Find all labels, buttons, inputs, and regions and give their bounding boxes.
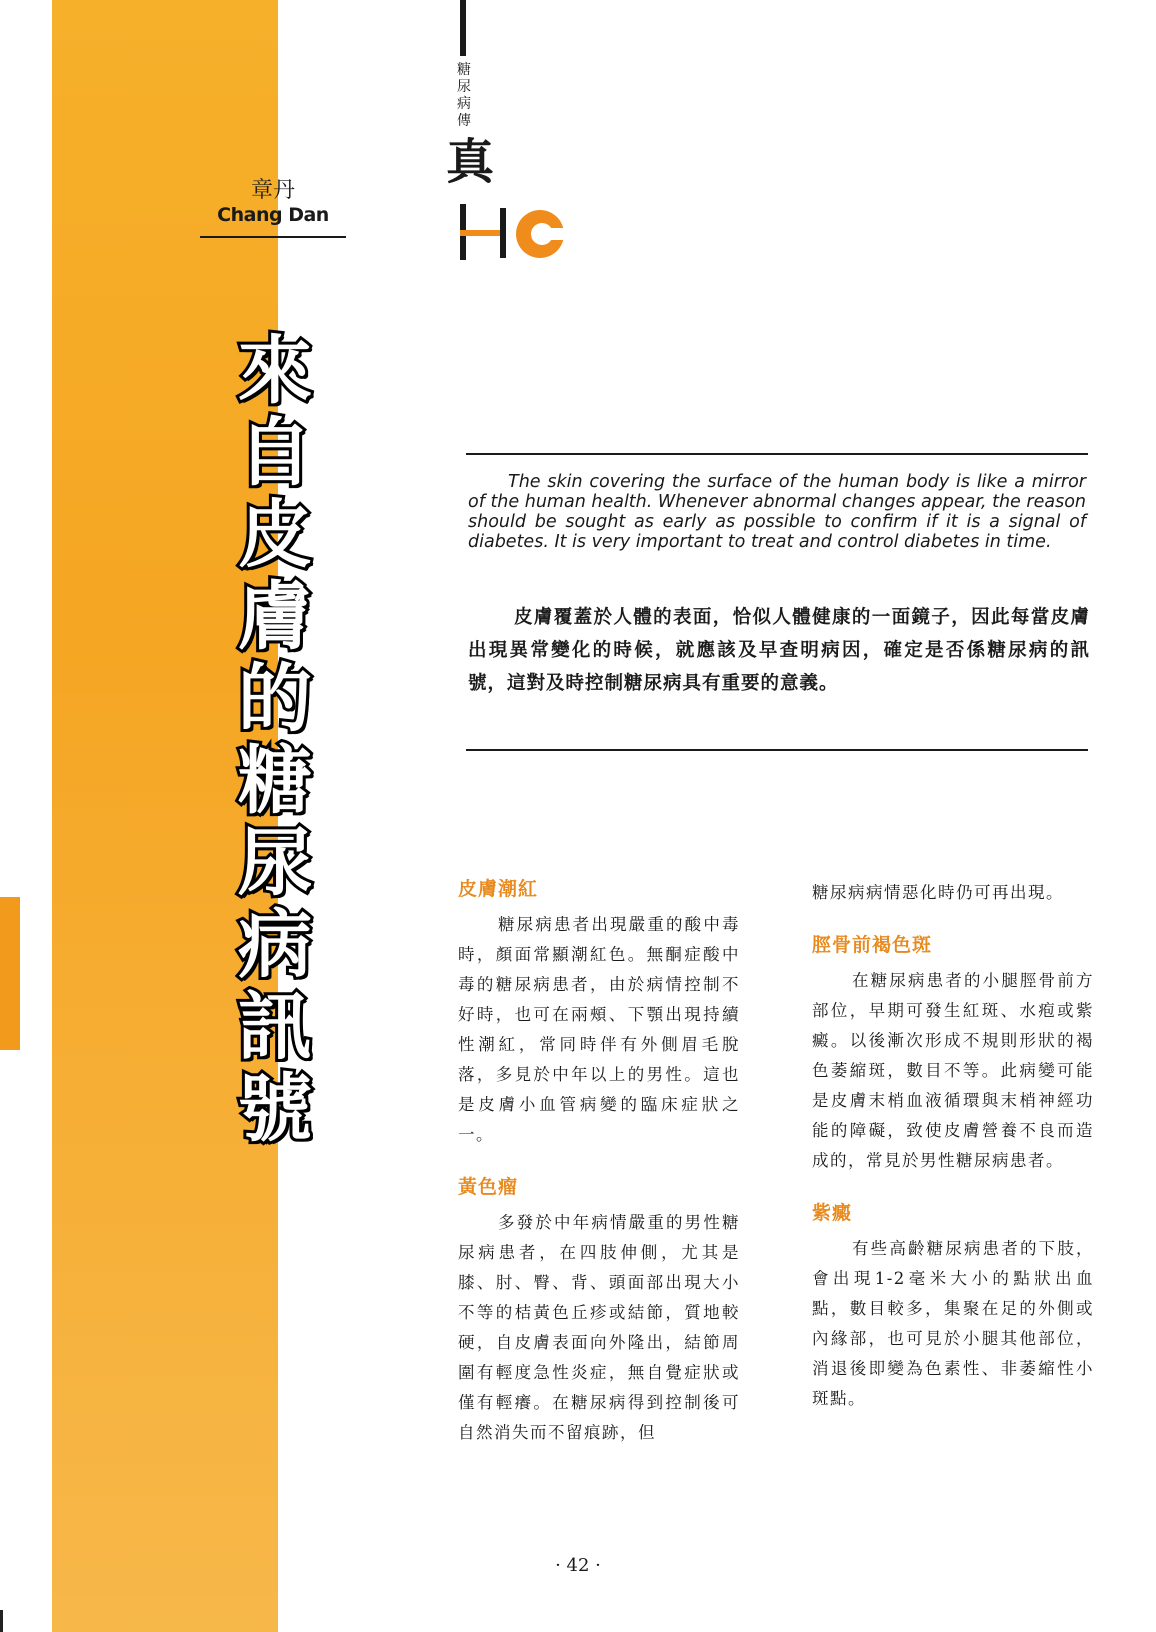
body-column-right (812, 878, 1094, 1414)
body-column-left (458, 874, 740, 1448)
author-block (200, 178, 346, 238)
title-char: 訊 (238, 984, 312, 1070)
section-body-flushing: 糖尿病患者出現嚴重的酸中毒時，顏面常顯潮紅色。無酮症酸中毒的糖尿病患者，由於病情控制不好時，也可在兩頰、下顎出現持續性潮紅，常同時伴有外側眉毛脫落，多見於中年以上的男性。這也是皮膚小血管病變的臨床症狀之一。 (458, 915, 740, 1144)
section-body-xanthoma-continued: 糖尿病病情惡化時仍可再出現。 (812, 883, 1064, 902)
abstract-chinese: 皮膚覆蓋於人體的表面，恰似人體健康的一面鏡子，因此每當皮膚出現異常變化的時候，就應該及早查明病因，確定是否係糖尿病的訊號，這對及時控制糖尿病具有重要的意義。 (468, 607, 1090, 694)
title-char: 自 (238, 410, 312, 496)
author-name-cn: 章丹 (250, 178, 295, 203)
title-char: 尿 (238, 820, 312, 906)
column-label-char: 病 (457, 96, 471, 112)
column-label-char: 糖 (457, 62, 471, 78)
title-char: 糖 (238, 738, 312, 824)
edge-mark (0, 1610, 3, 1632)
section-body-xanthoma: 多發於中年病情嚴重的男性糖尿病患者，在四肢伸側，尤其是膝、肘、臀、背、頭面部出現大小不等的桔黃色丘疹或結節，質地較硬，自皮膚表面向外隆出，結節周圍有輕度急性炎症，無自覺症狀或僅有輕癢。在糖尿病得到控制後可自然消失而不留痕跡，但 (458, 1213, 740, 1442)
column-label-char: 尿 (457, 79, 471, 95)
column-label-char: 傳 (457, 113, 471, 129)
section-title-xanthoma: 黃色瘤 (458, 1176, 519, 1198)
abstract-english: The skin covering the surface of the human body is like a mirror of the human health. Whenever abnormal changes appear, the reason should be sought as early as possible to confirm if it is a signal of diabetes. It is very important to treat and control diabetes in time. (468, 472, 1086, 552)
column-logo-hc-icon (456, 204, 586, 264)
section-title-pretibial-patches: 脛骨前褐色斑 (812, 934, 933, 956)
title-char: 號 (238, 1066, 312, 1152)
title-char: 皮 (238, 492, 312, 578)
title-char: 來 (238, 328, 312, 414)
orange-edge-tab (0, 897, 20, 1050)
abstract-bottom-rule (466, 749, 1088, 751)
page-number: · 42 · (555, 1555, 601, 1576)
title-char: 膚 (238, 574, 312, 660)
abstract-top-rule (466, 453, 1088, 455)
title-char: 的 (238, 656, 312, 742)
section-body-purpura: 有些高齡糖尿病患者的下肢，會出現1-2毫米大小的點狀出血點，數目較多，集聚在足的外側或內緣部，也可見於小腿其他部位，消退後即變為色素性、非萎縮性小斑點。 (812, 1239, 1094, 1408)
section-title-flushing: 皮膚潮紅 (458, 878, 539, 900)
author-name-en: Chang Dan (217, 204, 329, 226)
article-title (230, 330, 320, 1150)
column-label (452, 62, 476, 130)
section-body-pretibial-patches: 在糖尿病患者的小腿脛骨前方部位，早期可發生紅斑、水疱或紫癜。以後漸次形成不規則形狀的褐色萎縮斑，數目不等。此病變可能是皮膚末梢血液循環與末梢神經功能的障礙，致使皮膚營養不良而造成的，常見於男性糖尿病患者。 (812, 971, 1094, 1170)
title-char: 病 (238, 902, 312, 988)
section-title-purpura: 紫癜 (812, 1202, 853, 1224)
logo-top-bar (460, 0, 466, 56)
column-big-char: 真 (446, 134, 495, 190)
author-underline (200, 236, 346, 238)
